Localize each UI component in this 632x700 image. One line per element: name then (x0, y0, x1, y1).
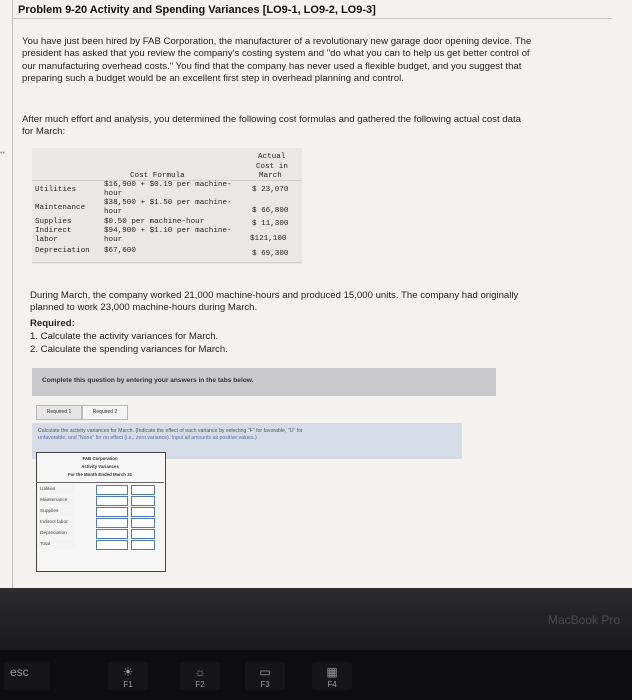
required-heading: Required: (30, 318, 75, 329)
grid-company: FAB Corporation (82, 456, 118, 461)
grid-row-indirect-labor: Indirect labor (38, 518, 74, 527)
cost-table-rule (32, 262, 302, 263)
problem-title: Problem 9-20 Activity and Spending Variances [LO9-1, LO9-2, LO9-3] (18, 4, 376, 16)
instruction-banner-text: Complete this question by entering your answers in the tabs below. (42, 377, 254, 384)
brightness-down-icon: ☀ (122, 665, 134, 679)
instructions-text (38, 428, 458, 443)
intro-paragraph: You have just been hired by FAB Corporation, the manufacturer of a revolutionary new garage door opening device. The president has asked that you review the company's costing system and "do what you can to help us get better control of our manufacturing overhead costs." You find that the company has never used a flexible budget, and you suggest that preparing such a budget would be an excellent first step in overhead planning and control. (22, 36, 532, 84)
grid-row-maintenance: Maintenance (38, 496, 74, 505)
formula-header: Cost Formula (130, 172, 185, 180)
supplies-effect-select[interactable] (131, 507, 155, 517)
row-indirect-name: Indirect (35, 227, 72, 235)
row-maintenance-formula: $38,500 + $1.50 per machine- (104, 199, 232, 207)
required-item-1: 1. Calculate the activity variances for March. (30, 331, 219, 342)
row-depreciation-actual: $ 69,300 (252, 250, 289, 258)
indirect-labor-effect-select[interactable] (131, 518, 155, 528)
actual-header-3: March (259, 172, 282, 180)
instructions-line-1: Calculate the activity variances for March. (Indicate the effect of each variance by selecting "F" for favorable, "U" for (38, 428, 303, 434)
total-amount-input[interactable] (96, 540, 128, 550)
production-paragraph: During March, the company worked 21,000 machine-hours and produced 15,000 units. The company had originally planned to work 23,000 machine-hours during March. (30, 290, 519, 314)
row-utilities-formula: $16,900 + $0.19 per machine- (104, 181, 232, 189)
row-supplies-formula: $0.50 per machine-hour (104, 218, 205, 226)
row-utilities-name: Utilities (35, 186, 77, 194)
maintenance-amount-input[interactable] (96, 496, 128, 506)
grid-header-rule (36, 482, 164, 483)
tab-required-2[interactable]: Required 2 (82, 405, 128, 420)
row-indirect-name-cont: labor (35, 236, 58, 244)
macbook-logo: MacBook Pro (547, 613, 620, 627)
row-depreciation-name: Depreciation (35, 247, 90, 255)
f3-key-label: F3 (260, 680, 270, 689)
grid-row-total: Total (38, 540, 74, 549)
f2-key[interactable] (180, 662, 220, 690)
row-indirect-formula-cont: hour (104, 236, 123, 244)
grid-report-name: Activity Variances (81, 464, 119, 469)
depreciation-effect-select[interactable] (131, 529, 155, 539)
actual-header-1: Actual (258, 153, 286, 161)
brightness-up-icon: ☼ (194, 665, 206, 679)
row-depreciation-formula: $67,600 (104, 247, 136, 255)
indirect-labor-amount-input[interactable] (96, 518, 128, 528)
row-utilities-actual: $ 23,070 (252, 186, 289, 194)
f1-key[interactable] (108, 662, 148, 690)
launchpad-icon: ▦ (326, 665, 338, 679)
title-divider (12, 18, 612, 19)
f2-key-label: F2 (195, 680, 205, 689)
grid-row-supplies: Supplies (38, 507, 74, 516)
cost-data-paragraph: After much effort and analysis, you determined the following cost formulas and gathered the following actual cost data for March: (22, 114, 521, 138)
required-item-2: 2. Calculate the spending variances for March. (30, 344, 228, 355)
grid-row-depreciation: Depreciation (38, 529, 74, 538)
row-indirect-formula: $94,900 + $1.10 per machine- (104, 227, 232, 235)
row-maintenance-name: Maintenance (35, 204, 86, 212)
f3-key[interactable] (245, 662, 285, 690)
f4-key-label: F4 (327, 680, 337, 689)
esc-key-label: esc (10, 665, 29, 679)
utilities-amount-input[interactable] (96, 485, 128, 495)
esc-key[interactable] (4, 662, 50, 690)
instructions-line-2: unfavorable, and "None" for no effect (i.e., zero variance). Input all amounts as positive values.) (38, 435, 257, 442)
row-maintenance-formula-cont: hour (104, 208, 123, 216)
supplies-amount-input[interactable] (96, 507, 128, 517)
laptop-bezel (0, 588, 632, 650)
total-effect-select[interactable] (131, 540, 155, 550)
side-marker: •• (0, 150, 5, 157)
row-maintenance-actual: $ 66,800 (252, 207, 289, 215)
left-divider (12, 0, 13, 588)
maintenance-effect-select[interactable] (131, 496, 155, 506)
mission-control-icon: ▭ (259, 665, 271, 679)
row-indirect-actual: $121,100 (250, 235, 287, 243)
row-supplies-actual: $ 11,300 (252, 220, 289, 228)
depreciation-amount-input[interactable] (96, 529, 128, 539)
actual-header-2: Cost in (256, 163, 288, 171)
row-supplies-name: Supplies (35, 218, 72, 226)
grid-period: For the Month Ended March 31 (67, 472, 133, 477)
f1-key-label: F1 (123, 680, 133, 689)
row-utilities-formula-cont: hour (104, 190, 123, 198)
tab-required-1[interactable]: Required 1 (36, 405, 82, 420)
grid-row-utilities: Utilities (38, 485, 74, 494)
utilities-effect-select[interactable] (131, 485, 155, 495)
f4-key[interactable] (312, 662, 352, 690)
